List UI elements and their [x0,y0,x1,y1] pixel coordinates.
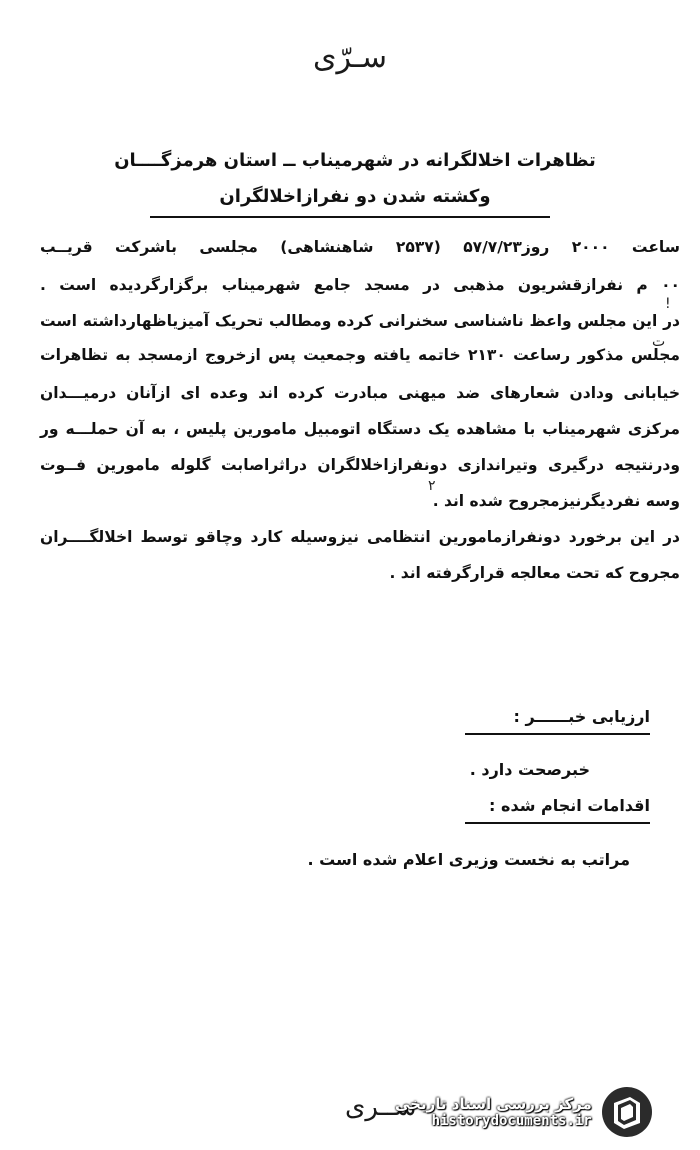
body-line-5: خیابانی ودادن شعارهای ضد میهنی مبادرت کرده اند وعده ای ازآنان درمیـــدان [40,384,680,402]
body-line-10: مجروح که تحت معالجه قرارگرفته اند . [389,564,680,582]
margin-mark: ت [652,334,666,350]
document-title-line2: وکشته شدن دو نفرازاخلالگران [219,186,491,207]
body-line-7: ودرنتیجه درگیری وتیراندازی دونفرازاخلالگران دراثراصابت گلوله مامورین فــوت [40,456,680,474]
title-underline [150,216,550,218]
watermark-url: historydocuments.ir [431,1113,592,1129]
margin-mark: ۲ [428,478,436,494]
document-title-line1: تظاهرات اخلالگرانه در شهرمیناب ــ استان هرمزگــــان [114,150,596,171]
body-line-1: ساعت ۲۰۰۰ روز۵۷/۷/۲۳ (۲۵۳۷ شاهنشاهی) مجلسی باشرکت قریــب [40,238,680,256]
watermark-text [395,1095,592,1129]
classification-top: سـرّی [313,40,387,75]
evaluation-label: ارزیابی خبــــــر : [513,707,650,726]
evaluation-value: خبرصحت دارد . [469,760,590,779]
actions-label: اقدامات انجام شده : [489,796,650,815]
watermark [395,1080,685,1144]
watermark-title: مرکز بررسی اسناد تاریخی [395,1095,592,1113]
body-line-2: ۰۰ م نفرازقشریون مذهبی در مسجد جامع شهرمیناب برگزارگردیده است . [40,276,680,294]
actions-underline [465,822,650,824]
evaluation-underline [465,733,650,735]
body-line-9: در این برخورد دونفرازمامورین انتظامی نیزوسیله کارد وچاقو توسط اخلالگــــران [40,528,680,546]
body-line-3: در این مجلس واعظ ناشناسی سخنرانی کرده ومطالب تحریک آمیزیاظهارداشته است [40,312,680,330]
body-line-8: وسه نفردیگرنیزمجروح شده اند . [432,492,680,510]
classification-bottom: ســری [345,1092,417,1122]
body-line-4: مجلس مذکور رساعت ۲۱۳۰ خاتمه یافته وجمعیت پس ازخروج ازمسجد به تظاهرات [40,346,680,364]
body-line-6: مرکزی شهرمیناب با مشاهده یک دستگاه اتومبیل مامورین پلیس ، به آن حملـــه ور [40,420,680,438]
archive-logo-icon [600,1085,654,1139]
actions-value: مراتب به نخست وزیری اعلام شده است . [307,850,630,869]
margin-mark: ! [665,296,671,312]
